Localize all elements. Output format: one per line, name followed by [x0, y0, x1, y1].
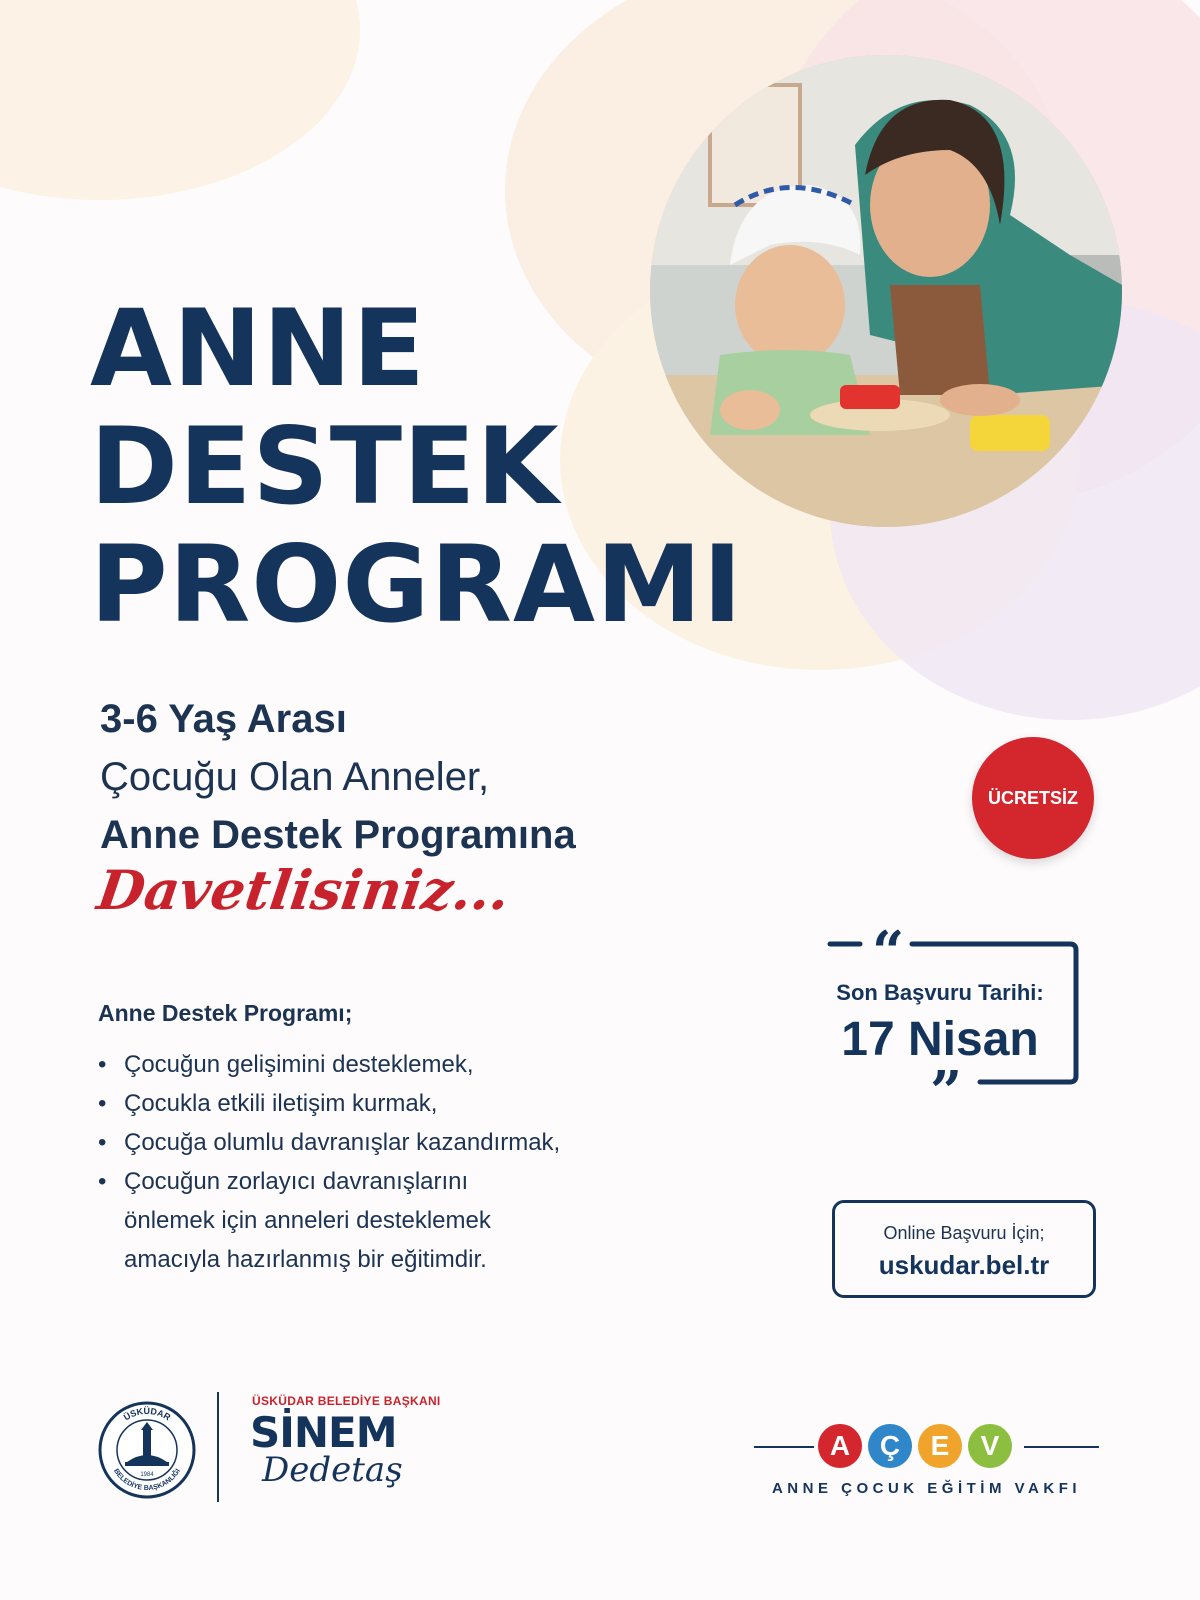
logo-line [754, 1446, 814, 1448]
svg-text:1984: 1984 [140, 1472, 154, 1478]
intro-line: Anne Destek Programına [100, 813, 576, 857]
program-heading: Anne Destek Programı; [98, 1000, 353, 1026]
list-item: • Çocukla etkili iletişim kurmak, [98, 1084, 698, 1123]
acev-letter: V [968, 1424, 1012, 1468]
mayor-title: ÜSKÜDAR BELEDİYE BAŞKANI [252, 1394, 441, 1408]
program-list [98, 1045, 698, 1279]
intro-text [100, 690, 576, 864]
acev-logo [754, 1420, 1099, 1500]
svg-text:BELEDİYE BAŞKANLIĞI: BELEDİYE BAŞKANLIĞI [112, 1467, 182, 1493]
mayor-signature: Dedetaş [262, 1450, 403, 1490]
online-apply-box [832, 1200, 1096, 1298]
municipality-seal-icon [97, 1400, 197, 1500]
title-line: PROGRAMI [90, 523, 744, 646]
page-title [90, 287, 744, 646]
title-line: DESTEK [90, 405, 560, 528]
online-label: Online Başvuru İçin; [883, 1223, 1045, 1243]
acev-letter: E [918, 1424, 962, 1468]
title-line: ANNE [90, 287, 426, 410]
list-item: • Çocuğun zorlayıcı davranışlarını önlemek için anneleri desteklemek amacıyla hazırlanmış bir eğitimdir. [98, 1162, 544, 1279]
footer-divider [217, 1392, 219, 1502]
close-quote-icon: ” [930, 1059, 963, 1125]
age-range: 3-6 Yaş Arası [100, 697, 347, 741]
free-badge: ÜCRETSİZ [972, 737, 1094, 859]
intro-line: Çocuğu Olan Anneler, [100, 755, 490, 799]
website-link[interactable]: uskudar.bel.tr [878, 1250, 1050, 1280]
logo-line [1024, 1446, 1099, 1448]
acev-name: ANNE ÇOCUK EĞİTİM VAKFI [771, 1480, 1082, 1497]
list-item: • Çocuğa olumlu davranışlar kazandırmak, [98, 1123, 698, 1162]
svg-text:ÜSKÜDAR: ÜSKÜDAR [121, 1405, 173, 1423]
invitation-script: Davetlisiniz... [93, 858, 514, 922]
acev-letter: A [818, 1424, 862, 1468]
bg-circle [0, 0, 360, 200]
deadline-box [820, 919, 1100, 1125]
open-quote-icon: “ [872, 919, 905, 985]
deadline-label: Son Başvuru Tarihi: [836, 980, 1044, 1005]
acev-letter: Ç [868, 1424, 912, 1468]
list-item: • Çocuğun gelişimini desteklemek, [98, 1045, 698, 1084]
mayor-name: SİNEM [250, 1408, 397, 1457]
deadline-date: 17 Nisan [841, 1013, 1039, 1066]
